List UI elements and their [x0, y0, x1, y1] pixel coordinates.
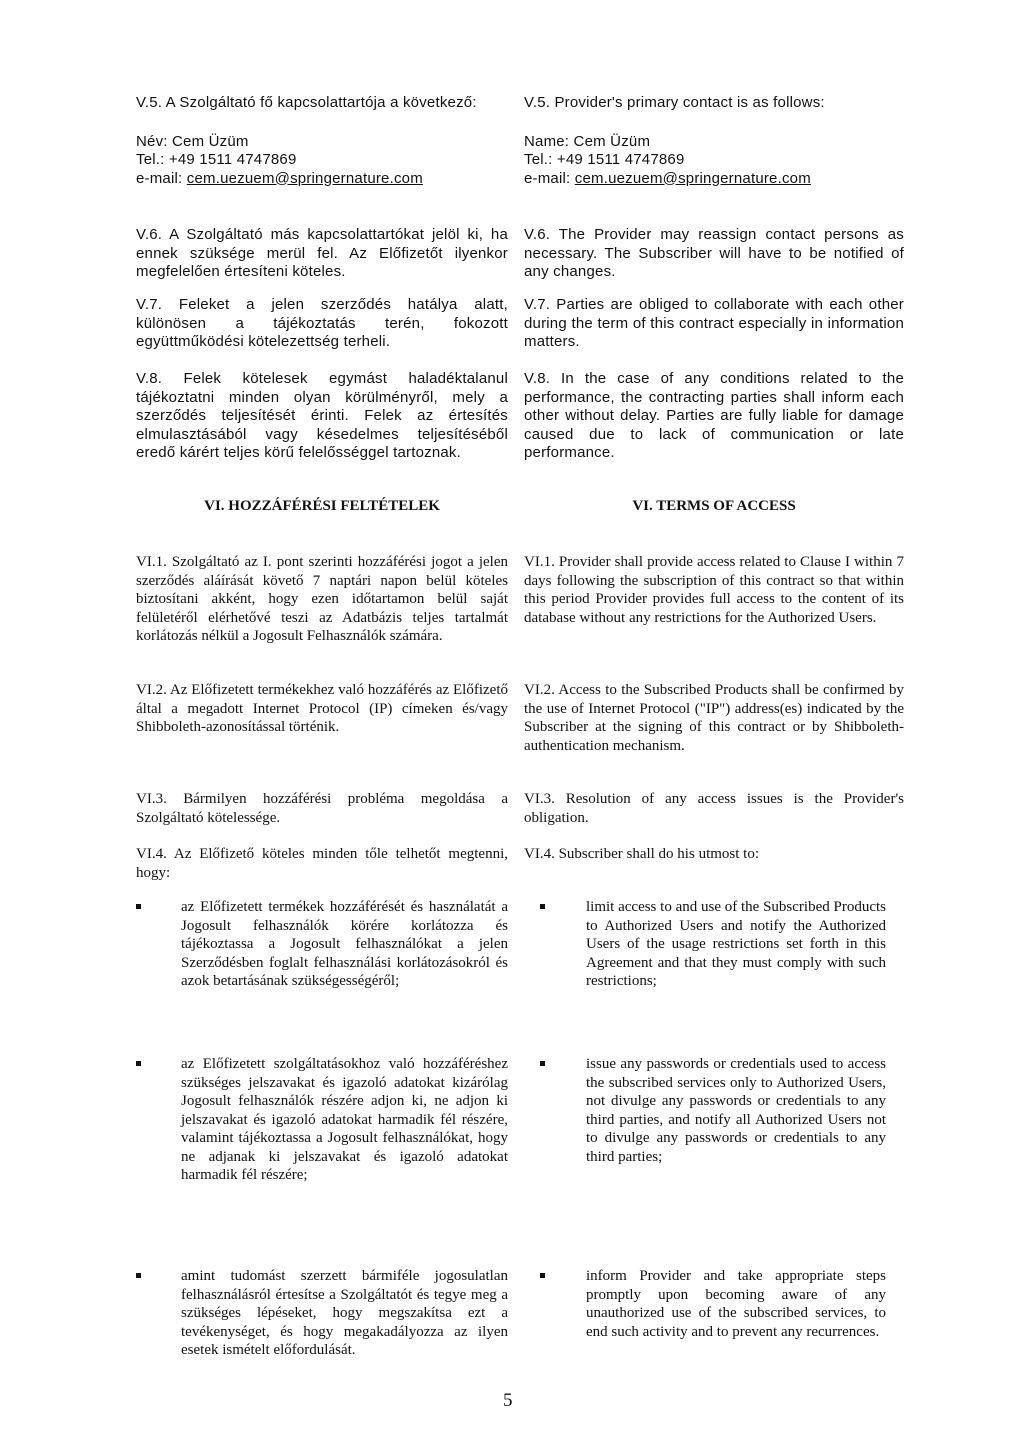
- v8-hu-paragraph: V.8. Felek kötelesek egymást haladéktalanul tájékoztatni minden olyan körülményről, mely a szerződés teljesítését érinti. Felek az értesítés elmulasztásából vagy késedelmes teljesítéséből eredő kárért teljes körű felelősséggel tartoznak.: [136, 370, 508, 461]
- section-6-hu-title: VI. HOZZÁFÉRÉSI FELTÉTELEK: [204, 498, 440, 514]
- bullet-square-icon: [136, 1061, 141, 1066]
- vi3-en-paragraph: VI.3. Resolution of any access issues is the Provider's obligation.: [524, 791, 904, 826]
- bullet-hu-2-text: az Előfizetett szolgáltatásokhoz való hozzáféréshez szükséges jelszavakat és igazoló adatokat kizárólag Jogosult felhasználók részére adjon ki, ne adjon ki jelszavakat és igazoló adatokat harmadik fél részére, valamint tájékoztassa a Jogosult felhasználókat, hogy ne adjanak ki jelszavakat és igazoló adatokat harmadik fél részére;: [181, 1056, 508, 1183]
- bullet-square-icon: [540, 1061, 545, 1066]
- v5-en-email-prefix: e-mail:: [524, 169, 575, 187]
- v5-hu-email-link[interactable]: cem.uezuem@springernature.com: [186, 169, 423, 187]
- vi3-hu-paragraph: VI.3. Bármilyen hozzáférési probléma megoldása a Szolgáltató kötelessége.: [136, 791, 508, 826]
- bullet-square-icon: [136, 904, 141, 909]
- bullet-square-icon: [136, 1273, 141, 1278]
- v5-hu-title: V.5. A Szolgáltató fő kapcsolattartója a következő:: [136, 94, 477, 111]
- v5-hu-block: [136, 94, 508, 188]
- v5-en-email-line: [524, 170, 904, 189]
- bullet-square-icon: [540, 904, 545, 909]
- v8-en-paragraph: V.8. In the case of any conditions related to the performance, the contracting parties shall inform each other without delay. Parties are fully liable for damage caused due to lack of communication or late performance.: [524, 370, 904, 461]
- v5-hu-name: Név: Cem Üzüm: [136, 132, 249, 150]
- v5-hu-tel: Tel.: +49 1511 4747869: [136, 151, 297, 168]
- vi1-en-paragraph: VI.1. Provider shall provide access related to Clause I within 7 days following the subscription of this contract so that within this period Provider provides full access to the content of its database without any restrictions for the Authorized Users.: [524, 554, 904, 626]
- bullet-hu-1-text: az Előfizetett termékek hozzáférését és használatát a Jogosult felhasználók körére korlátozza és tájékoztassa a Jogosult felhasználókat a jelen Szerződésben foglalt felhasználási korlátozásokról és azok betartásának szükségességéről;: [181, 899, 508, 989]
- bullet-hu-3-text: amint tudomást szerzett bármiféle jogosulatlan felhasználásról értesítse a Szolgáltatót és tegye meg a szükséges lépéseket, hogy megszakítsa ezt a tevékenységet, és hogy megakadályozza az ilyen esetek ismételt előfordulását.: [181, 1268, 508, 1358]
- bullet-en-3-text: inform Provider and take appropriate steps promptly upon becoming aware of any unauthorized use of the subscribed services, to end such activity and to prevent any recurrences.: [586, 1268, 886, 1340]
- v5-hu-email-prefix: e-mail:: [136, 169, 187, 187]
- v7-en-paragraph: V.7. Parties are obliged to collaborate with each other during the term of this contract especially in information matters.: [524, 296, 904, 350]
- vi4-hu-paragraph: VI.4. Az Előfizető köteles minden tőle telhetőt megtenni, hogy:: [136, 846, 508, 881]
- vi1-hu-paragraph: VI.1. Szolgáltató az I. pont szerinti hozzáférési jogot a jelen szerződés aláírását követő 7 naptári napon belül köteles biztosítani akként, hogy ezen időtartamon belül saját felületéről elérhetővé teszi az Adatbázis teljes tartalmát korlátozás nélkül a Jogosult Felhasználók számára.: [136, 554, 508, 644]
- vi2-hu-paragraph: VI.2. Az Előfizetett termékekhez való hozzáférés az Előfizető által a megadott Internet Protocol (IP) címeken és/vagy Shibboleth-azonosítással történik.: [136, 682, 508, 735]
- v5-en-tel: Tel.: +49 1511 4747869: [524, 151, 685, 168]
- v7-hu-paragraph: V.7. Feleket a jelen szerződés hatálya alatt, különösen a tájékoztatás terén, fokozott együttműködési kötelezettség terheli.: [136, 296, 508, 350]
- bullet-en-2-text: issue any passwords or credentials used to access the subscribed services only to Authorized Users, not divulge any passwords or credentials to any third parties, and notify all Authorized Users not to divulge any passwords or credentials to any third parties;: [586, 1056, 886, 1165]
- v5-en-title: V.5. Provider's primary contact is as follows:: [524, 94, 825, 111]
- vi4-en-paragraph: VI.4. Subscriber shall do his utmost to:: [524, 846, 759, 862]
- v5-en-email-link[interactable]: cem.uezuem@springernature.com: [574, 169, 811, 187]
- page-number: 5: [503, 1390, 513, 1411]
- v5-en-name: Name: Cem Üzüm: [524, 132, 651, 150]
- bullet-square-icon: [540, 1273, 545, 1278]
- vi2-en-paragraph: VI.2. Access to the Subscribed Products shall be confirmed by the use of Internet Protocol ("IP") address(es) indicated by the Subscriber at the signing of this contract or by Shibboleth-authentication mechanism.: [524, 682, 904, 754]
- bullet-en-1-text: limit access to and use of the Subscribed Products to Authorized Users and notify the Authorized Users of the usage restrictions set forth in this Agreement and that they must comply with such restrictions;: [586, 899, 886, 989]
- v6-hu-paragraph: V.6. A Szolgáltató más kapcsolattartókat jelöl ki, ha ennek szüksége merül fel. Az Előfizetőt ilyenkor megfelelően értesíteni köteles.: [136, 226, 508, 280]
- v5-en-block: [524, 94, 904, 188]
- v6-en-paragraph: V.6. The Provider may reassign contact persons as necessary. The Subscriber will have to be notified of any changes.: [524, 226, 904, 280]
- section-6-en-title: VI. TERMS OF ACCESS: [632, 498, 796, 514]
- v5-hu-email-line: [136, 170, 508, 189]
